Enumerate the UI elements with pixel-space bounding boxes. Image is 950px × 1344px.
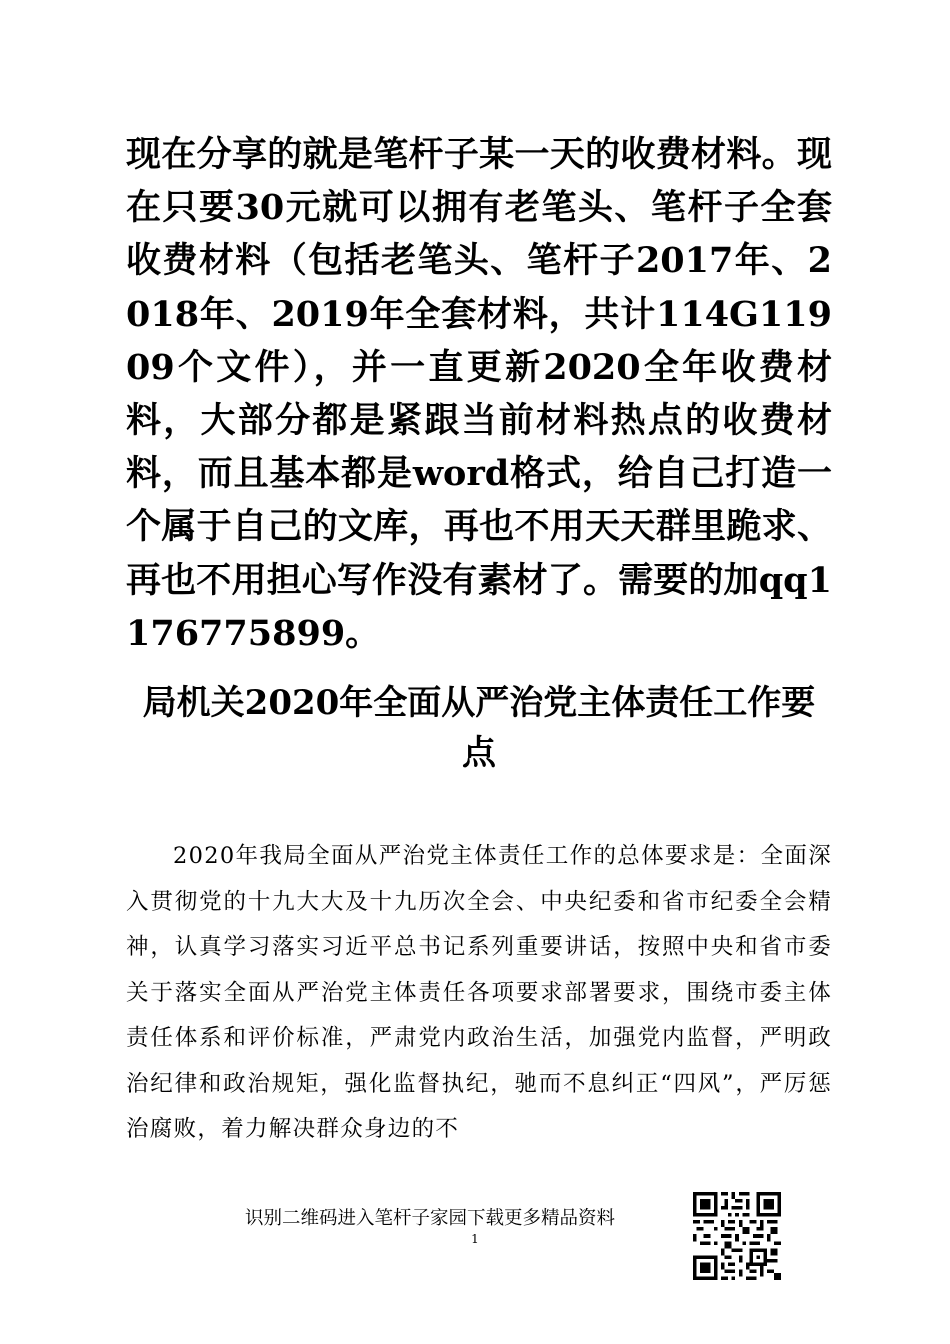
- promo-paragraph: 现在分享的就是笔杆子某一天的收费材料。现在只要30元就可以拥有老笔头、笔杆子全套收费材料（包括老笔头、笔杆子2017年、2018年、2019年全套材料，共计114G11909个文件），并一直更新2020全年收费材料，大部分都是紧跟当前材料热点的收费材料，而且基本都是word格式，给自己打造一个属于自己的文库，再也不用天天群里跪求、再也不用担心写作没有素材了。需要的加qq1176775899。: [126, 134, 832, 654]
- footer-caption: 识别二维码进入笔杆子家园下载更多精品资料: [244, 1208, 615, 1229]
- document-title: 局机关2020年全面从严治党主体责任工作要点: [142, 683, 816, 773]
- qr-code-graphic: [693, 1192, 781, 1280]
- qr-code-icon[interactable]: [693, 1192, 781, 1280]
- body-paragraph: 2020年我局全面从严治党主体责任工作的总体要求是：全面深入贯彻党的十九大大及十九历次全会、中央纪委和省市纪委全会精神，认真学习落实习近平总书记系列重要讲话，按照中央和省市委关于落实全面从严治党主体责任各项要求部署要求，围绕市委主体责任体系和评价标准，严肃党内政治生活，加强党内监督，严明政治纪律和政治规矩，强化监督执纪，驰而不息纠正“四风”，严厉惩治腐败，着力解决群众身边的不: [126, 843, 832, 1142]
- page-number: 1: [471, 1232, 479, 1246]
